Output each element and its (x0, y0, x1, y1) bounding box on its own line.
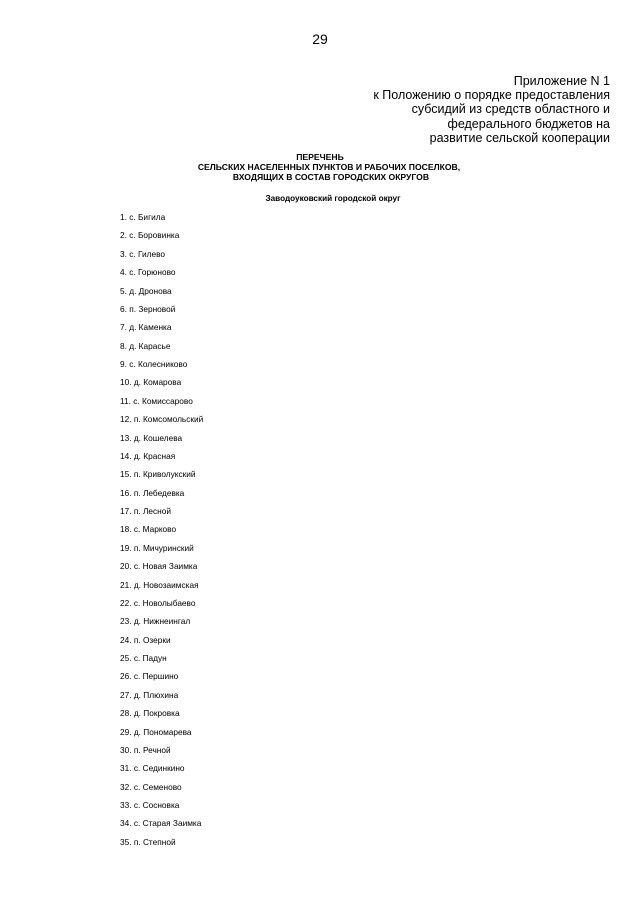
list-item: 14. д. Красная (120, 450, 176, 461)
list-item: 24. п. Озерки (120, 634, 171, 645)
list-item: 15. п. Криволукский (120, 469, 196, 480)
appendix-line: развитие сельской кооперации (429, 130, 610, 145)
list-item: 3. с. Гилево (120, 248, 166, 259)
list-item: 27. д. Плюхина (120, 689, 179, 700)
list-item: 22. с. Новолыбаево (120, 597, 196, 608)
list-item: 4. с. Горюново (120, 267, 176, 278)
list-item: 21. д. Новозаимская (120, 579, 199, 590)
list-item: 31. с. Сединкино (120, 763, 185, 774)
settlement-list (120, 212, 203, 855)
title-line: ПЕРЕЧЕНЬ (296, 152, 344, 162)
list-item: 30. п. Речной (120, 744, 171, 755)
list-item: 1. с. Бигила (120, 212, 166, 222)
appendix-line: федерального бюджетов на (447, 116, 610, 131)
list-item: 29. д. Пономарева (120, 726, 192, 737)
list-item: 18. с. Марково (120, 524, 177, 535)
list-item: 10. д. Комарова (120, 377, 182, 388)
list-item: 17. п. Лесной (120, 506, 171, 516)
list-item: 9. с. Колесниково (120, 359, 188, 369)
list-item: 2. с. Боровинка (120, 230, 180, 241)
page-number: 29 (312, 31, 328, 47)
list-item: 19. п. Мичуринский (120, 542, 194, 553)
list-item: 28. д. Покровка (120, 708, 180, 719)
list-item: 7. д. Каменка (120, 322, 172, 333)
appendix-line: к Положению о порядке предоставления (373, 88, 610, 103)
list-item: 35. п. Степной (120, 836, 176, 847)
list-item: 11. с. Комиссарово (120, 395, 193, 406)
list-item: 5. д. Дронова (120, 285, 172, 296)
list-item: 16. п. Лебедевка (120, 487, 185, 498)
list-item: 20. с. Новая Заимка (120, 561, 198, 572)
list-item: 32. с. Семеново (120, 781, 182, 792)
appendix-line: субсидий из средств областного и (411, 102, 610, 117)
district-heading: Заводоуковский городской округ (265, 194, 401, 203)
list-item: 25. с. Падун (120, 653, 167, 663)
appendix-header (280, 74, 610, 145)
title-line: ВХОДЯЩИХ В СОСТАВ ГОРОДСКИХ ОКРУГОВ (232, 172, 430, 183)
document-title (0, 152, 640, 183)
list-item: 26. с. Першино (120, 671, 179, 682)
list-item: 8. д. Карасье (120, 340, 171, 351)
list-item: 13. д. Кошелева (120, 432, 183, 443)
list-item: 12. п. Комсомольский (120, 414, 204, 425)
list-item: 6. п. Зерновой (120, 303, 176, 314)
appendix-line: Приложение N 1 (513, 74, 610, 88)
list-item: 33. с. Сосновка (120, 800, 180, 810)
list-item: 23. д. Нижнеингал (120, 616, 191, 627)
title-line: СЕЛЬСКИХ НАСЕЛЕННЫХ ПУНКТОВ И РАБОЧИХ ПОСЕЛКОВ, (197, 162, 461, 173)
list-item: 34. с. Старая Заимка (120, 818, 202, 829)
